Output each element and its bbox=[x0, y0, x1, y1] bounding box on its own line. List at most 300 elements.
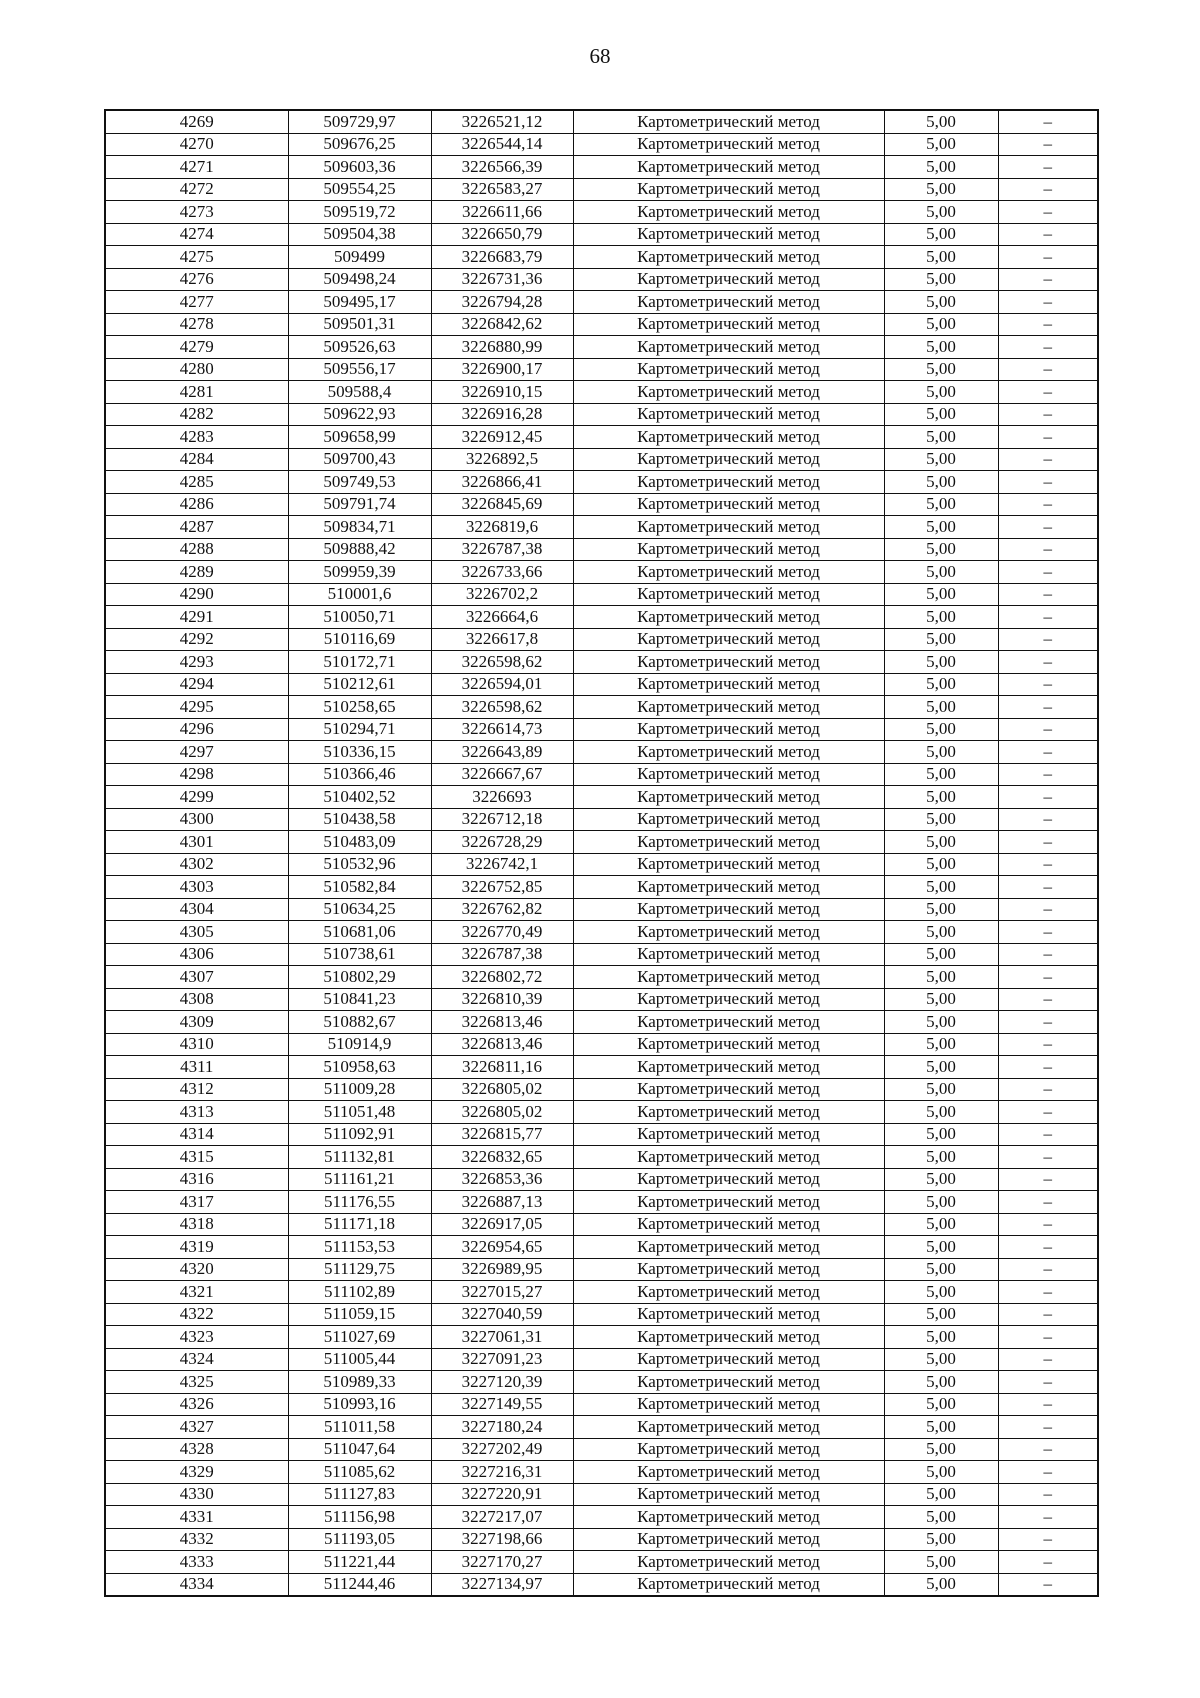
y-coordinate-cell: 3226544,14 bbox=[431, 133, 573, 156]
y-coordinate-cell: 3227180,24 bbox=[431, 1416, 573, 1439]
y-coordinate-cell: 3226866,41 bbox=[431, 471, 573, 494]
y-coordinate-cell: 3226787,38 bbox=[431, 943, 573, 966]
y-coordinate-cell: 3226802,72 bbox=[431, 966, 573, 989]
point-number-cell: 4333 bbox=[105, 1551, 288, 1574]
point-number-cell: 4328 bbox=[105, 1438, 288, 1461]
method-cell: Картометрический метод bbox=[573, 268, 884, 291]
description-cell: – bbox=[998, 313, 1098, 336]
method-cell: Картометрический метод bbox=[573, 1371, 884, 1394]
table-row bbox=[105, 673, 1098, 696]
table-row bbox=[105, 561, 1098, 584]
method-cell: Картометрический метод bbox=[573, 876, 884, 899]
description-cell: – bbox=[998, 493, 1098, 516]
description-cell: – bbox=[998, 516, 1098, 539]
point-number-cell: 4278 bbox=[105, 313, 288, 336]
x-coordinate-cell: 510336,15 bbox=[288, 741, 431, 764]
description-cell: – bbox=[998, 921, 1098, 944]
y-coordinate-cell: 3227120,39 bbox=[431, 1371, 573, 1394]
y-coordinate-cell: 3226762,82 bbox=[431, 898, 573, 921]
method-cell: Картометрический метод bbox=[573, 1281, 884, 1304]
description-cell: – bbox=[998, 1258, 1098, 1281]
method-cell: Картометрический метод bbox=[573, 1101, 884, 1124]
point-number-cell: 4319 bbox=[105, 1236, 288, 1259]
y-coordinate-cell: 3226900,17 bbox=[431, 358, 573, 381]
x-coordinate-cell: 511102,89 bbox=[288, 1281, 431, 1304]
description-cell: – bbox=[998, 628, 1098, 651]
description-cell: – bbox=[998, 741, 1098, 764]
y-coordinate-cell: 3227216,31 bbox=[431, 1461, 573, 1484]
point-number-cell: 4334 bbox=[105, 1573, 288, 1596]
method-cell: Картометрический метод bbox=[573, 1483, 884, 1506]
table-row bbox=[105, 246, 1098, 269]
description-cell: – bbox=[998, 268, 1098, 291]
description-cell: – bbox=[998, 1416, 1098, 1439]
point-number-cell: 4295 bbox=[105, 696, 288, 719]
point-number-cell: 4308 bbox=[105, 988, 288, 1011]
x-coordinate-cell: 509556,17 bbox=[288, 358, 431, 381]
x-coordinate-cell: 509729,97 bbox=[288, 110, 431, 133]
accuracy-cell: 5,00 bbox=[884, 223, 998, 246]
accuracy-cell: 5,00 bbox=[884, 786, 998, 809]
y-coordinate-cell: 3226752,85 bbox=[431, 876, 573, 899]
table-row bbox=[105, 1461, 1098, 1484]
x-coordinate-cell: 511059,15 bbox=[288, 1303, 431, 1326]
point-number-cell: 4317 bbox=[105, 1191, 288, 1214]
y-coordinate-cell: 3226842,62 bbox=[431, 313, 573, 336]
x-coordinate-cell: 511171,18 bbox=[288, 1213, 431, 1236]
y-coordinate-cell: 3226733,66 bbox=[431, 561, 573, 584]
y-coordinate-cell: 3226594,01 bbox=[431, 673, 573, 696]
table-row bbox=[105, 201, 1098, 224]
table-row bbox=[105, 110, 1098, 133]
point-number-cell: 4287 bbox=[105, 516, 288, 539]
y-coordinate-cell: 3226811,16 bbox=[431, 1056, 573, 1079]
y-coordinate-cell: 3227015,27 bbox=[431, 1281, 573, 1304]
method-cell: Картометрический метод bbox=[573, 606, 884, 629]
description-cell: – bbox=[998, 223, 1098, 246]
method-cell: Картометрический метод bbox=[573, 246, 884, 269]
method-cell: Картометрический метод bbox=[573, 178, 884, 201]
accuracy-cell: 5,00 bbox=[884, 1168, 998, 1191]
table-row bbox=[105, 1146, 1098, 1169]
table-row bbox=[105, 898, 1098, 921]
table-row bbox=[105, 1348, 1098, 1371]
point-number-cell: 4324 bbox=[105, 1348, 288, 1371]
description-cell: – bbox=[998, 110, 1098, 133]
table-row bbox=[105, 381, 1098, 404]
y-coordinate-cell: 3226916,28 bbox=[431, 403, 573, 426]
accuracy-cell: 5,00 bbox=[884, 246, 998, 269]
table-row bbox=[105, 1551, 1098, 1574]
y-coordinate-cell: 3227198,66 bbox=[431, 1528, 573, 1551]
point-number-cell: 4299 bbox=[105, 786, 288, 809]
description-cell: – bbox=[998, 1393, 1098, 1416]
description-cell: – bbox=[998, 561, 1098, 584]
y-coordinate-cell: 3226805,02 bbox=[431, 1078, 573, 1101]
description-cell: – bbox=[998, 943, 1098, 966]
point-number-cell: 4272 bbox=[105, 178, 288, 201]
table-row bbox=[105, 853, 1098, 876]
table-row bbox=[105, 1281, 1098, 1304]
point-number-cell: 4318 bbox=[105, 1213, 288, 1236]
y-coordinate-cell: 3226614,73 bbox=[431, 718, 573, 741]
accuracy-cell: 5,00 bbox=[884, 606, 998, 629]
accuracy-cell: 5,00 bbox=[884, 898, 998, 921]
point-number-cell: 4273 bbox=[105, 201, 288, 224]
accuracy-cell: 5,00 bbox=[884, 1213, 998, 1236]
y-coordinate-cell: 3226880,99 bbox=[431, 336, 573, 359]
method-cell: Картометрический метод bbox=[573, 1011, 884, 1034]
table-row bbox=[105, 831, 1098, 854]
table-row bbox=[105, 1258, 1098, 1281]
point-number-cell: 4313 bbox=[105, 1101, 288, 1124]
x-coordinate-cell: 511051,48 bbox=[288, 1101, 431, 1124]
accuracy-cell: 5,00 bbox=[884, 673, 998, 696]
point-number-cell: 4310 bbox=[105, 1033, 288, 1056]
description-cell: – bbox=[998, 1056, 1098, 1079]
table-row bbox=[105, 651, 1098, 674]
y-coordinate-cell: 3227220,91 bbox=[431, 1483, 573, 1506]
x-coordinate-cell: 510738,61 bbox=[288, 943, 431, 966]
point-number-cell: 4327 bbox=[105, 1416, 288, 1439]
x-coordinate-cell: 510958,63 bbox=[288, 1056, 431, 1079]
table-row bbox=[105, 1236, 1098, 1259]
description-cell: – bbox=[998, 1506, 1098, 1529]
table-row bbox=[105, 268, 1098, 291]
description-cell: – bbox=[998, 966, 1098, 989]
point-number-cell: 4298 bbox=[105, 763, 288, 786]
table-row bbox=[105, 178, 1098, 201]
table-row bbox=[105, 943, 1098, 966]
point-number-cell: 4270 bbox=[105, 133, 288, 156]
y-coordinate-cell: 3226643,89 bbox=[431, 741, 573, 764]
table-row bbox=[105, 966, 1098, 989]
description-cell: – bbox=[998, 1371, 1098, 1394]
x-coordinate-cell: 509495,17 bbox=[288, 291, 431, 314]
point-number-cell: 4323 bbox=[105, 1326, 288, 1349]
y-coordinate-cell: 3226832,65 bbox=[431, 1146, 573, 1169]
table-row bbox=[105, 493, 1098, 516]
description-cell: – bbox=[998, 1281, 1098, 1304]
y-coordinate-cell: 3226910,15 bbox=[431, 381, 573, 404]
x-coordinate-cell: 511132,81 bbox=[288, 1146, 431, 1169]
accuracy-cell: 5,00 bbox=[884, 493, 998, 516]
coordinates-table bbox=[104, 109, 1099, 1597]
x-coordinate-cell: 509498,24 bbox=[288, 268, 431, 291]
table-row bbox=[105, 741, 1098, 764]
accuracy-cell: 5,00 bbox=[884, 448, 998, 471]
description-cell: – bbox=[998, 178, 1098, 201]
method-cell: Картометрический метод bbox=[573, 358, 884, 381]
accuracy-cell: 5,00 bbox=[884, 1123, 998, 1146]
y-coordinate-cell: 3226815,77 bbox=[431, 1123, 573, 1146]
table-row bbox=[105, 1101, 1098, 1124]
accuracy-cell: 5,00 bbox=[884, 381, 998, 404]
y-coordinate-cell: 3226664,6 bbox=[431, 606, 573, 629]
y-coordinate-cell: 3226667,67 bbox=[431, 763, 573, 786]
description-cell: – bbox=[998, 246, 1098, 269]
x-coordinate-cell: 509888,42 bbox=[288, 538, 431, 561]
x-coordinate-cell: 510681,06 bbox=[288, 921, 431, 944]
method-cell: Картометрический метод bbox=[573, 336, 884, 359]
method-cell: Картометрический метод bbox=[573, 1056, 884, 1079]
table-row bbox=[105, 606, 1098, 629]
table-row bbox=[105, 1033, 1098, 1056]
point-number-cell: 4288 bbox=[105, 538, 288, 561]
method-cell: Картометрический метод bbox=[573, 1078, 884, 1101]
method-cell: Картометрический метод bbox=[573, 1168, 884, 1191]
x-coordinate-cell: 511027,69 bbox=[288, 1326, 431, 1349]
method-cell: Картометрический метод bbox=[573, 583, 884, 606]
method-cell: Картометрический метод bbox=[573, 673, 884, 696]
method-cell: Картометрический метод bbox=[573, 988, 884, 1011]
accuracy-cell: 5,00 bbox=[884, 988, 998, 1011]
description-cell: – bbox=[998, 1438, 1098, 1461]
point-number-cell: 4285 bbox=[105, 471, 288, 494]
method-cell: Картометрический метод bbox=[573, 831, 884, 854]
method-cell: Картометрический метод bbox=[573, 1416, 884, 1439]
point-number-cell: 4321 bbox=[105, 1281, 288, 1304]
point-number-cell: 4303 bbox=[105, 876, 288, 899]
y-coordinate-cell: 3226611,66 bbox=[431, 201, 573, 224]
y-coordinate-cell: 3226794,28 bbox=[431, 291, 573, 314]
description-cell: – bbox=[998, 1461, 1098, 1484]
accuracy-cell: 5,00 bbox=[884, 628, 998, 651]
point-number-cell: 4312 bbox=[105, 1078, 288, 1101]
method-cell: Картометрический метод bbox=[573, 786, 884, 809]
method-cell: Картометрический метод bbox=[573, 448, 884, 471]
y-coordinate-cell: 3226566,39 bbox=[431, 156, 573, 179]
point-number-cell: 4291 bbox=[105, 606, 288, 629]
description-cell: – bbox=[998, 336, 1098, 359]
x-coordinate-cell: 509676,25 bbox=[288, 133, 431, 156]
method-cell: Картометрический метод bbox=[573, 763, 884, 786]
table-row bbox=[105, 718, 1098, 741]
method-cell: Картометрический метод bbox=[573, 1236, 884, 1259]
x-coordinate-cell: 511005,44 bbox=[288, 1348, 431, 1371]
y-coordinate-cell: 3226853,36 bbox=[431, 1168, 573, 1191]
accuracy-cell: 5,00 bbox=[884, 853, 998, 876]
accuracy-cell: 5,00 bbox=[884, 1416, 998, 1439]
accuracy-cell: 5,00 bbox=[884, 876, 998, 899]
point-number-cell: 4301 bbox=[105, 831, 288, 854]
point-number-cell: 4276 bbox=[105, 268, 288, 291]
point-number-cell: 4284 bbox=[105, 448, 288, 471]
description-cell: – bbox=[998, 898, 1098, 921]
method-cell: Картометрический метод bbox=[573, 1258, 884, 1281]
x-coordinate-cell: 511009,28 bbox=[288, 1078, 431, 1101]
method-cell: Картометрический метод bbox=[573, 1033, 884, 1056]
accuracy-cell: 5,00 bbox=[884, 1011, 998, 1034]
y-coordinate-cell: 3226712,18 bbox=[431, 808, 573, 831]
y-coordinate-cell: 3227091,23 bbox=[431, 1348, 573, 1371]
description-cell: – bbox=[998, 763, 1098, 786]
method-cell: Картометрический метод bbox=[573, 808, 884, 831]
method-cell: Картометрический метод bbox=[573, 966, 884, 989]
table-row bbox=[105, 696, 1098, 719]
description-cell: – bbox=[998, 718, 1098, 741]
method-cell: Картометрический метод bbox=[573, 561, 884, 584]
table-row bbox=[105, 1506, 1098, 1529]
y-coordinate-cell: 3226728,29 bbox=[431, 831, 573, 854]
x-coordinate-cell: 511127,83 bbox=[288, 1483, 431, 1506]
page-number: 68 bbox=[589, 44, 611, 68]
description-cell: – bbox=[998, 1101, 1098, 1124]
description-cell: – bbox=[998, 1168, 1098, 1191]
description-cell: – bbox=[998, 471, 1098, 494]
table-row bbox=[105, 1213, 1098, 1236]
accuracy-cell: 5,00 bbox=[884, 313, 998, 336]
description-cell: – bbox=[998, 1483, 1098, 1506]
accuracy-cell: 5,00 bbox=[884, 741, 998, 764]
x-coordinate-cell: 511153,53 bbox=[288, 1236, 431, 1259]
table-row bbox=[105, 156, 1098, 179]
accuracy-cell: 5,00 bbox=[884, 201, 998, 224]
x-coordinate-cell: 511244,46 bbox=[288, 1573, 431, 1596]
method-cell: Картометрический метод bbox=[573, 133, 884, 156]
y-coordinate-cell: 3227040,59 bbox=[431, 1303, 573, 1326]
method-cell: Картометрический метод bbox=[573, 1213, 884, 1236]
accuracy-cell: 5,00 bbox=[884, 1348, 998, 1371]
y-coordinate-cell: 3227134,97 bbox=[431, 1573, 573, 1596]
y-coordinate-cell: 3226787,38 bbox=[431, 538, 573, 561]
y-coordinate-cell: 3226770,49 bbox=[431, 921, 573, 944]
accuracy-cell: 5,00 bbox=[884, 1551, 998, 1574]
x-coordinate-cell: 511092,91 bbox=[288, 1123, 431, 1146]
table-row bbox=[105, 291, 1098, 314]
description-cell: – bbox=[998, 291, 1098, 314]
method-cell: Картометрический метод bbox=[573, 223, 884, 246]
point-number-cell: 4322 bbox=[105, 1303, 288, 1326]
y-coordinate-cell: 3226912,45 bbox=[431, 426, 573, 449]
description-cell: – bbox=[998, 651, 1098, 674]
method-cell: Картометрический метод bbox=[573, 1461, 884, 1484]
method-cell: Картометрический метод bbox=[573, 1348, 884, 1371]
table-row bbox=[105, 448, 1098, 471]
accuracy-cell: 5,00 bbox=[884, 808, 998, 831]
description-cell: – bbox=[998, 1078, 1098, 1101]
x-coordinate-cell: 510116,69 bbox=[288, 628, 431, 651]
point-number-cell: 4330 bbox=[105, 1483, 288, 1506]
table-row bbox=[105, 583, 1098, 606]
x-coordinate-cell: 510483,09 bbox=[288, 831, 431, 854]
accuracy-cell: 5,00 bbox=[884, 1258, 998, 1281]
accuracy-cell: 5,00 bbox=[884, 1573, 998, 1596]
y-coordinate-cell: 3226650,79 bbox=[431, 223, 573, 246]
accuracy-cell: 5,00 bbox=[884, 471, 998, 494]
point-number-cell: 4331 bbox=[105, 1506, 288, 1529]
x-coordinate-cell: 509499 bbox=[288, 246, 431, 269]
method-cell: Картометрический метод bbox=[573, 493, 884, 516]
method-cell: Картометрический метод bbox=[573, 1528, 884, 1551]
point-number-cell: 4274 bbox=[105, 223, 288, 246]
description-cell: – bbox=[998, 583, 1098, 606]
table-row bbox=[105, 223, 1098, 246]
y-coordinate-cell: 3226917,05 bbox=[431, 1213, 573, 1236]
accuracy-cell: 5,00 bbox=[884, 1506, 998, 1529]
x-coordinate-cell: 510802,29 bbox=[288, 966, 431, 989]
y-coordinate-cell: 3226583,27 bbox=[431, 178, 573, 201]
y-coordinate-cell: 3227170,27 bbox=[431, 1551, 573, 1574]
point-number-cell: 4314 bbox=[105, 1123, 288, 1146]
description-cell: – bbox=[998, 538, 1098, 561]
point-number-cell: 4286 bbox=[105, 493, 288, 516]
point-number-cell: 4315 bbox=[105, 1146, 288, 1169]
description-cell: – bbox=[998, 808, 1098, 831]
table-row bbox=[105, 313, 1098, 336]
table-row bbox=[105, 786, 1098, 809]
method-cell: Картометрический метод bbox=[573, 1146, 884, 1169]
table-row bbox=[105, 538, 1098, 561]
point-number-cell: 4271 bbox=[105, 156, 288, 179]
method-cell: Картометрический метод bbox=[573, 538, 884, 561]
x-coordinate-cell: 510294,71 bbox=[288, 718, 431, 741]
description-cell: – bbox=[998, 1146, 1098, 1169]
table-row bbox=[105, 1168, 1098, 1191]
point-number-cell: 4279 bbox=[105, 336, 288, 359]
x-coordinate-cell: 509791,74 bbox=[288, 493, 431, 516]
table-row bbox=[105, 1371, 1098, 1394]
x-coordinate-cell: 510993,16 bbox=[288, 1393, 431, 1416]
method-cell: Картометрический метод bbox=[573, 943, 884, 966]
y-coordinate-cell: 3226521,12 bbox=[431, 110, 573, 133]
accuracy-cell: 5,00 bbox=[884, 426, 998, 449]
table-row bbox=[105, 1528, 1098, 1551]
x-coordinate-cell: 509519,72 bbox=[288, 201, 431, 224]
accuracy-cell: 5,00 bbox=[884, 291, 998, 314]
x-coordinate-cell: 511161,21 bbox=[288, 1168, 431, 1191]
description-cell: – bbox=[998, 1033, 1098, 1056]
y-coordinate-cell: 3226598,62 bbox=[431, 696, 573, 719]
description-cell: – bbox=[998, 1123, 1098, 1146]
description-cell: – bbox=[998, 133, 1098, 156]
accuracy-cell: 5,00 bbox=[884, 1326, 998, 1349]
table-row bbox=[105, 808, 1098, 831]
y-coordinate-cell: 3226805,02 bbox=[431, 1101, 573, 1124]
x-coordinate-cell: 511047,64 bbox=[288, 1438, 431, 1461]
accuracy-cell: 5,00 bbox=[884, 1191, 998, 1214]
x-coordinate-cell: 510050,71 bbox=[288, 606, 431, 629]
accuracy-cell: 5,00 bbox=[884, 538, 998, 561]
x-coordinate-cell: 510001,6 bbox=[288, 583, 431, 606]
point-number-cell: 4316 bbox=[105, 1168, 288, 1191]
y-coordinate-cell: 3226598,62 bbox=[431, 651, 573, 674]
method-cell: Картометрический метод bbox=[573, 313, 884, 336]
table-row bbox=[105, 133, 1098, 156]
method-cell: Картометрический метод bbox=[573, 1506, 884, 1529]
table-row bbox=[105, 1438, 1098, 1461]
accuracy-cell: 5,00 bbox=[884, 943, 998, 966]
point-number-cell: 4307 bbox=[105, 966, 288, 989]
y-coordinate-cell: 3226693 bbox=[431, 786, 573, 809]
accuracy-cell: 5,00 bbox=[884, 966, 998, 989]
x-coordinate-cell: 509526,63 bbox=[288, 336, 431, 359]
description-cell: – bbox=[998, 831, 1098, 854]
x-coordinate-cell: 510212,61 bbox=[288, 673, 431, 696]
y-coordinate-cell: 3226813,46 bbox=[431, 1033, 573, 1056]
x-coordinate-cell: 509959,39 bbox=[288, 561, 431, 584]
method-cell: Картометрический метод bbox=[573, 1551, 884, 1574]
point-number-cell: 4283 bbox=[105, 426, 288, 449]
y-coordinate-cell: 3226810,39 bbox=[431, 988, 573, 1011]
method-cell: Картометрический метод bbox=[573, 853, 884, 876]
table-row bbox=[105, 988, 1098, 1011]
point-number-cell: 4309 bbox=[105, 1011, 288, 1034]
x-coordinate-cell: 511129,75 bbox=[288, 1258, 431, 1281]
y-coordinate-cell: 3226702,2 bbox=[431, 583, 573, 606]
x-coordinate-cell: 511193,05 bbox=[288, 1528, 431, 1551]
table-row bbox=[105, 471, 1098, 494]
